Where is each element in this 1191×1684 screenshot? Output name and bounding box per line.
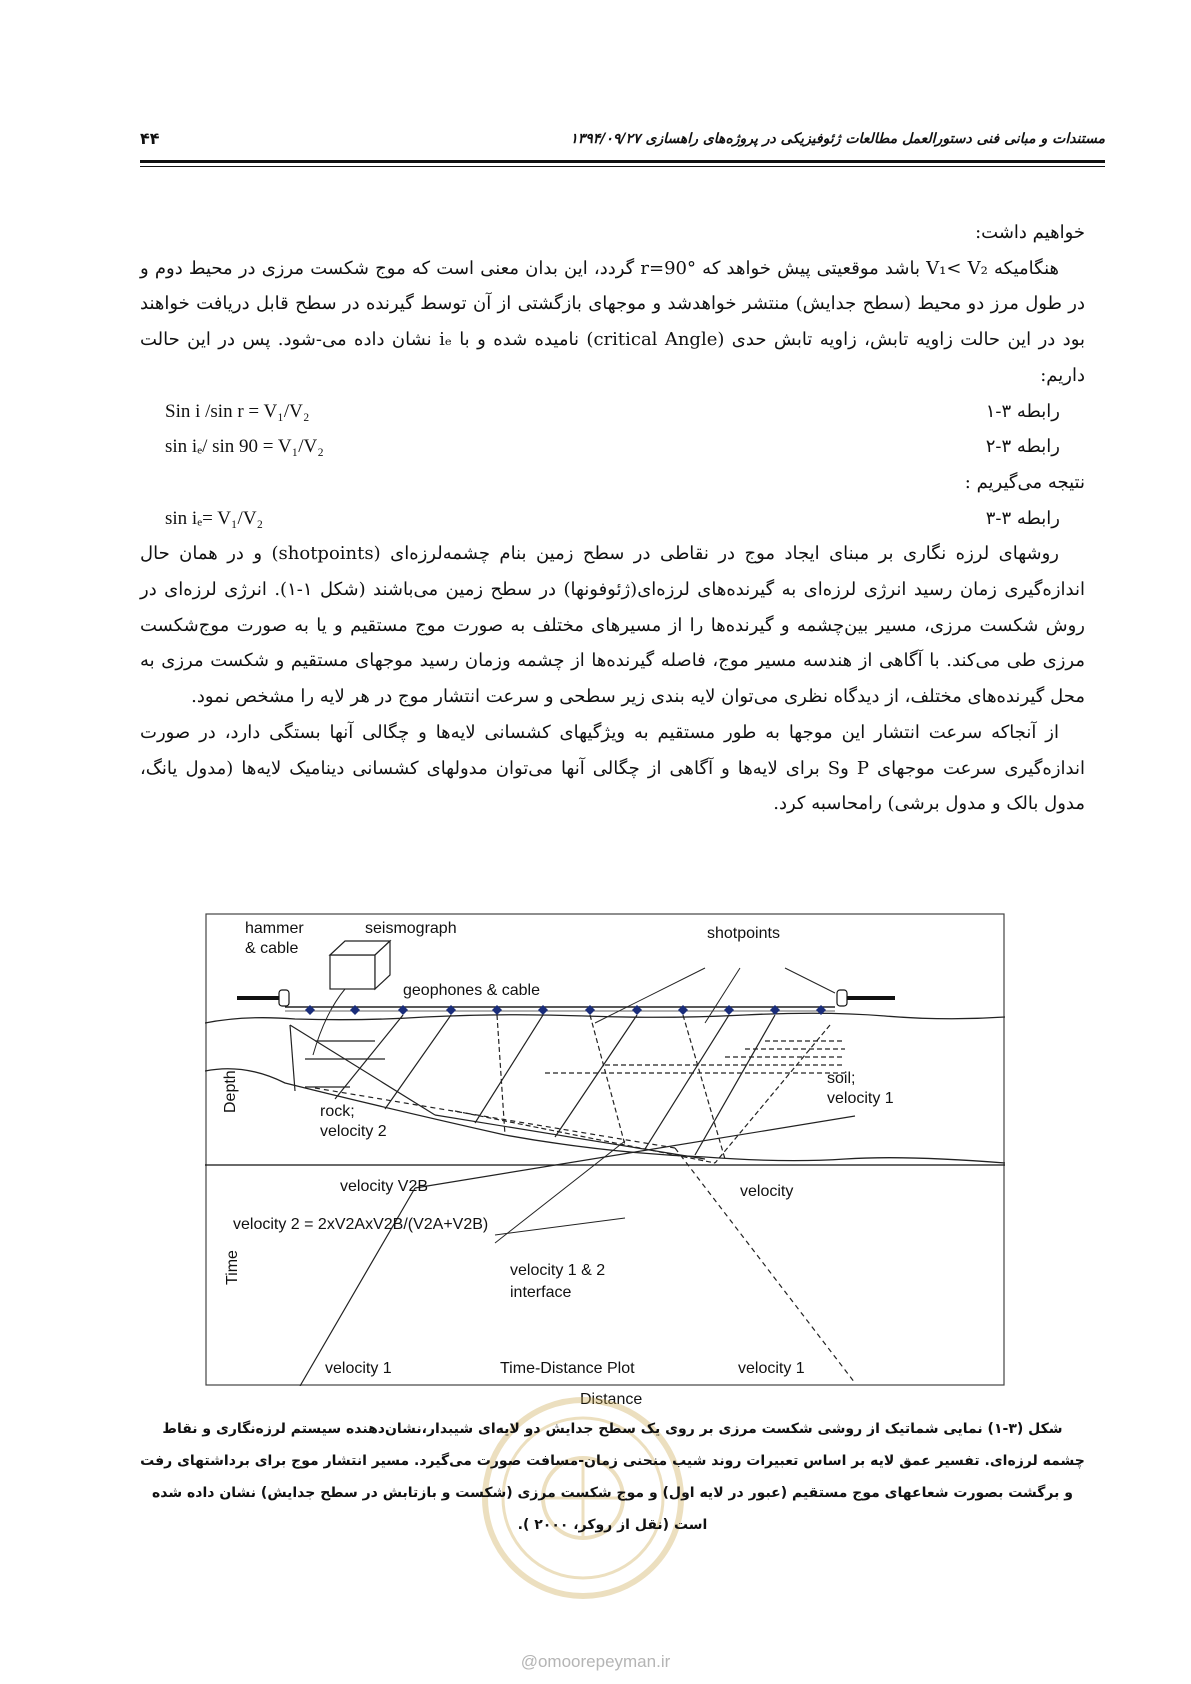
velocity1-right-label: velocity 1: [738, 1360, 805, 1377]
equation-row: [140, 429, 1085, 465]
equation-label: رابطه ۳-۳: [985, 507, 1060, 529]
hammer-label-2: & cable: [245, 940, 299, 957]
velocity-formula: velocity 2 = 2xV2AxV2B/(V2A+V2B): [233, 1216, 489, 1233]
distance-axis-label: Distance: [580, 1391, 643, 1408]
page-number: ۴۴: [140, 129, 160, 148]
interface-label: velocity 1 & 2: [510, 1262, 606, 1279]
body-text: [140, 215, 1085, 822]
caption-line: است (نقل از روکر، ۲۰۰۰ ).: [517, 1517, 708, 1533]
header-rule-thin: [140, 166, 1105, 167]
velocity1-left-label: velocity 1: [325, 1360, 392, 1377]
refraction-figure: [205, 913, 1005, 1386]
hammer-label: hammer: [245, 920, 304, 937]
header-rule: [140, 160, 1105, 163]
caption-line: و برگشت بصورت شعاعهای موج مستقیم (عبور در لایه اول) و موج شکست مرزی (شکست و بازتابش در سطح جدایش) نشان داده شده: [152, 1485, 1073, 1501]
paragraph: خواهیم داشت:: [975, 222, 1085, 243]
depth-axis-label: Depth: [222, 1070, 239, 1113]
time-axis-label: Time: [224, 1250, 241, 1285]
plot-title: Time-Distance Plot: [500, 1360, 635, 1377]
refraction-diagram: [205, 913, 1005, 1386]
paragraph: روشهای لرزه نگاری بر مبنای ایجاد موج در نقاطی در سطح زمین بنام چشمه‌لرزه‌ای (shotpoints) و در همان حال اندازه‌گیری زمان رسید انرژی لرزه‌ای به گیرنده‌های لرزه‌ای(ژئوفونها) در سطح زمین می‌باشند (شکل ۱-۱). انرژی لرزه‌ای در روش شکست مرزی، مسیر بین‌چشمه و گیرنده‌ها را از مسیرهای مختلف به صورت موج مستقیم و یا به صورت موج‌شکست مرزی طی می‌کند. با آگاهی از هندسه مسیر موج، فاصله گیرنده‌ها از چشمه وزمان رسید موجهای مستقیم و شکست مرزی به محل گیرنده‌های مختلف، از دیدگاه نظری می‌توان لایه بندی زیر سطحی و سرعت انتشار موج در هر لایه را مشخص نمود.: [140, 543, 1085, 708]
paragraph: هنگامیکه V₁< V₂ باشد موقعیتی پیش خواهد که r=90° گردد، این بدان معنی است که موج شکست مرزی در محیط دوم و در طول مرز دو محیط (سطح جدایش) منتشر خواهدشد و موجهای بازگشتی از آن توسط گیرنده در سطح قابل دریافت خواهند بود در این حالت زاویه تابش، زاویه تابش حدی (critical Angle) نامیده شده و با iₑ نشان داده می-شود. پس در این حالت داریم:: [140, 257, 1086, 386]
seismograph-label: seismograph: [365, 920, 457, 937]
shotpoints-label: shotpoints: [707, 925, 780, 942]
equation: Sin i /sin r = V₁/V₂: [165, 400, 310, 422]
soil-label: soil;: [827, 1070, 856, 1087]
interface-label-2: interface: [510, 1284, 572, 1301]
paragraph: از آنجاکه سرعت انتشار این موجها به طور مستقیم به ویژگیهای کشسانی لایه‌ها و چگالی آنها بستگی دارد، در صورت اندازه‌گیری سرعت موجهای P وS برای لایه‌ها و آگاهی از چگالی آنها می‌توان مدولهای کشسانی دینامیک لایه‌ها (مدول یانگ، مدول بالک و مدول برشی) رامحاسبه کرد.: [140, 721, 1085, 815]
caption-line: چشمه لرزه‌ای. تفسیر عمق لایه بر اساس تعبیرات روند شیب منحنی زمان-مسافت صورت می‌گیرد. مسیر انتشار موج برای برداشتهای رفت: [140, 1453, 1085, 1469]
equation-label: رابطه ۳-۲: [985, 436, 1060, 458]
header-title: مستندات و مبانی فنی دستورالعمل مطالعات ژئوفیزیکی در پروژه‌های راهسازی ۱۳۹۴/۰۹/۲۷: [570, 131, 1105, 147]
page-header: [140, 125, 1105, 155]
equation-label: رابطه ۳-۱: [985, 400, 1060, 422]
figure-caption: [140, 1413, 1085, 1541]
rock-label: rock;: [320, 1103, 355, 1120]
velocity-label: velocity: [740, 1183, 794, 1200]
equation-row: [140, 501, 1085, 537]
equation: sin iₑ= V₁/V₂: [165, 507, 264, 529]
rock-velocity-label: velocity 2: [320, 1123, 387, 1140]
velocity-v2b-label: velocity V2B: [340, 1178, 429, 1195]
paragraph: نتیجه می‌گیریم :: [964, 471, 1085, 493]
caption-line: شکل (۳-۱) نمایی شماتیک از روشی شکست مرزی بر روی یک سطح جدایش دو لایه‌ای شیبدار،نشان‌دهنده سیستم لرزه‌نگاری و نقاط: [162, 1421, 1063, 1437]
equation: sin iₑ/ sin 90 = V₁/V₂: [165, 436, 324, 458]
soil-velocity-label: velocity 1: [827, 1090, 894, 1107]
site-watermark: @omoorepeyman.ir: [520, 1652, 671, 1671]
equation-row: [140, 394, 1085, 430]
geophones-label: geophones & cable: [403, 982, 540, 999]
seismograph-icon: [330, 941, 390, 989]
